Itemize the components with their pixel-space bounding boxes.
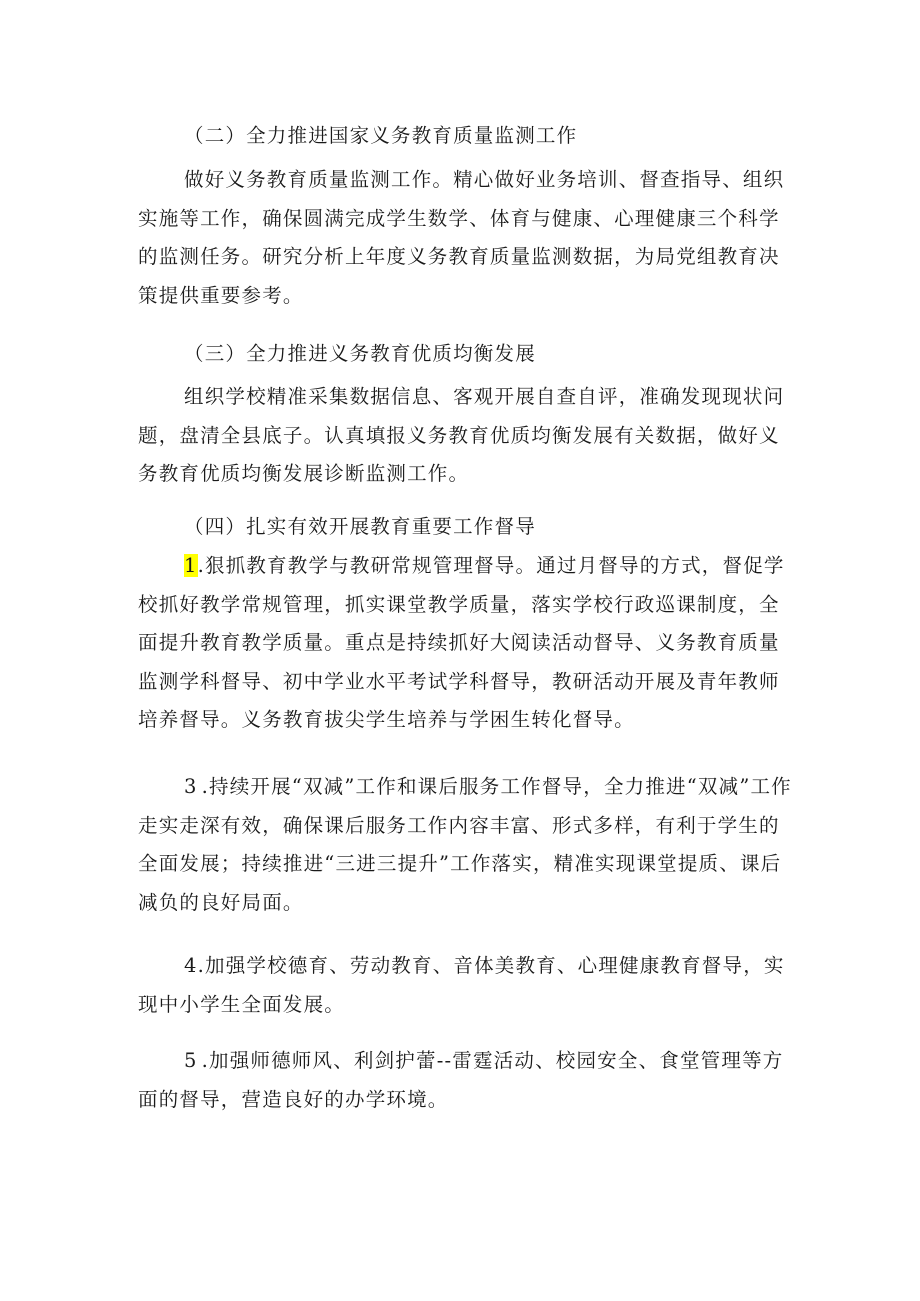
list-item-1 <box>138 547 798 740</box>
list-item-3 <box>138 768 798 922</box>
item-text: .持续开展“双减”工作和课后服务工作督导，全力推进“双减”工作走实走深有效，确保课后服务工作内容丰富、形式多样，有利于学生的全面发展；持续推进“三进三提升”工作落实，精准实现课堂提质、课后减负的良好局面。 <box>138 775 792 914</box>
item-number: 4 <box>184 954 198 977</box>
item-number-highlighted: 1 <box>184 554 198 577</box>
section-body-2: 做好义务教育质量监测工作。精心做好业务培训、督查指导、组织实施等工作，确保圆满完成学生数学、体育与健康、心理健康三个科学的监测任务。研究分析上年度义务教育质量监测数据，为局党组教育决策提供重要参考。 <box>138 168 785 307</box>
item-number: 5 <box>184 1049 198 1072</box>
section-heading-2: （二）全力推进国家义务教育质量监测工作 <box>184 124 578 147</box>
item-number: 3 <box>184 775 198 798</box>
section-body-3: 组织学校精准采集数据信息、客观开展自查自评，准确发现现状问题，盘清全县底子。认真填报义务教育优质均衡发展有关数据，做好义务教育优质均衡发展诊断监测工作。 <box>138 385 785 485</box>
item-text: .加强学校德育、劳动教育、音体美教育、心理健康教育督导，实现中小学生全面发展。 <box>138 954 785 1016</box>
item-text: .狠抓教育教学与教研常规管理督导。通过月督导的方式，督促学校抓好教学常规管理，抓实课堂教学质量，落实学校行政巡课制度，全面提升教育教学质量。重点是持续抓好大阅读活动督导、义务教育质量监测学科督导、初中学业水平考试学科督导，教研活动开展及青年教师培养督导。义务教育拔尖学生培养与学困生转化督导。 <box>138 554 785 731</box>
section-heading-4: （四）扎实有效开展教育重要工作督导 <box>184 515 536 538</box>
list-item-4 <box>138 947 798 1024</box>
section-heading-3: （三）全力推进义务教育优质均衡发展 <box>184 342 536 365</box>
item-text: .加强师德师风、利剑护蕾--雷霆活动、校园安全、食堂管理等方面的督导，营造良好的办学环境。 <box>138 1049 784 1111</box>
list-item-5 <box>138 1042 798 1119</box>
